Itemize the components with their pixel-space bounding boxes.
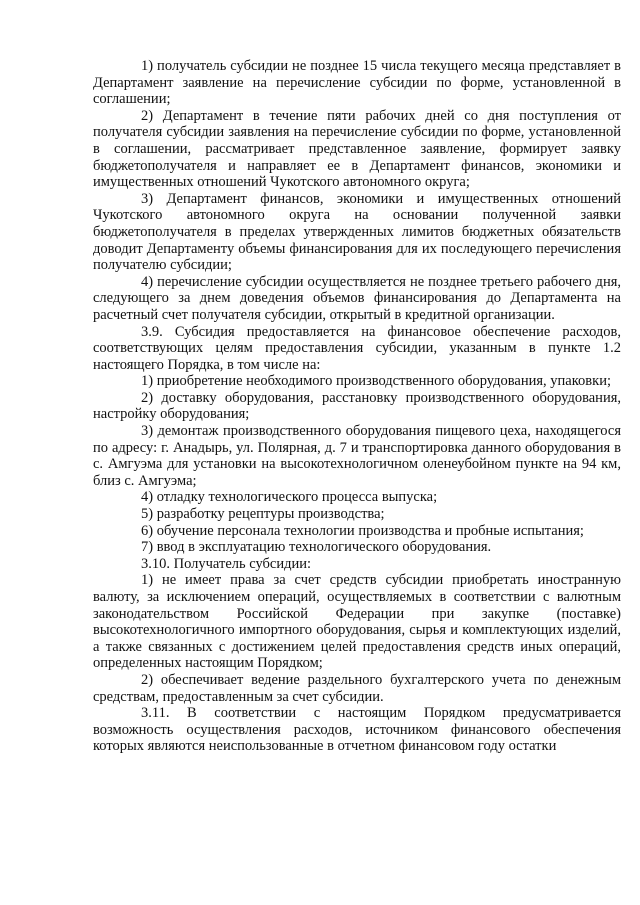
item-7-commissioning: 7) ввод в эксплуатацию технологического оборудования. (141, 539, 492, 556)
paragraph-3: 3) Департамент финансов, экономики и имущественных отношений Чукотского автономного округа на основании полученной заявки бюджетополучателя в пределах утвержденных лимитов бюджетных обязательств доводит Департаменту объемы финансирования для их последующего перечисления получателю субсидии; (93, 190, 621, 274)
paragraph-3-10: 3.10. Получатель субсидии: (141, 555, 312, 572)
paragraph-1: 1) получатель субсидии не позднее 15 числа текущего месяца представляет в Департамент заявление на перечисление субсидии по форме, установленной в соглашении; (93, 58, 621, 108)
item-4-debugging: 4) отладку технологического процесса выпуска; (141, 489, 438, 506)
paragraph-3-11: 3.11. В соответствии с настоящим Порядком предусматривается возможность осуществления расходов, источником финансового обеспечения которых являются неиспользованные в отчетном финансовом году остатки (93, 705, 621, 755)
document-page (93, 58, 621, 755)
paragraph-4: 4) перечисление субсидии осуществляется не позднее третьего рабочего дня, следующего за днем доведения объемов финансирования до Департамента на расчетный счет получателя субсидии, открытый в кредитной организации. (93, 273, 621, 323)
item-2-delivery: 2) доставку оборудования, расстановку производственного оборудования, настройку оборудования; (93, 389, 621, 423)
item-5-recipe: 5) разработку рецептуры производства; (141, 506, 385, 523)
paragraph-2: 2) Департамент в течение пяти рабочих дней со дня поступления от получателя субсидии заявления на перечисление субсидии по форме, установленной в соглашении, рассматривает представленное заявление, формирует заявку бюджетополучателя и направляет ее в Департамент финансов, экономики и имущественных отношений Чукотского автономного округа; (93, 107, 621, 191)
item-1-equipment: 1) приобретение необходимого производственного оборудования, упаковки; (141, 373, 611, 390)
paragraph-3-9: 3.9. Субсидия предоставляется на финансовое обеспечение расходов, соответствующих целям предоставления субсидии, указанным в пункте 1.2 настоящего Порядка, в том числе на: (93, 323, 621, 373)
item-2-accounting: 2) обеспечивает ведение раздельного бухгалтерского учета по денежным средствам, предоставленным за счет субсидии. (93, 671, 621, 705)
item-6-training: 6) обучение персонала технологии производства и пробные испытания; (141, 522, 584, 539)
item-1-currency: 1) не имеет права за счет средств субсидии приобретать иностранную валюту, за исключением операций, осуществляемых в соответствии с валютным законодательством Российской Федерации при закупке (поставке) высокотехнологичного импортного оборудования, сырья и комплектующих изделий, а также связанных с достижением целей предоставления средств иных операций, определенных настоящим Порядком; (93, 572, 621, 672)
item-3-dismantling: 3) демонтаж производственного оборудования пищевого цеха, находящегося по адресу: г. Анадырь, ул. Полярная, д. 7 и транспортировка данного оборудования в с. Амгуэма для установки на высокотехнологичном оленеубойном пункте на 94 км, близ с. Амгуэма; (93, 423, 621, 489)
